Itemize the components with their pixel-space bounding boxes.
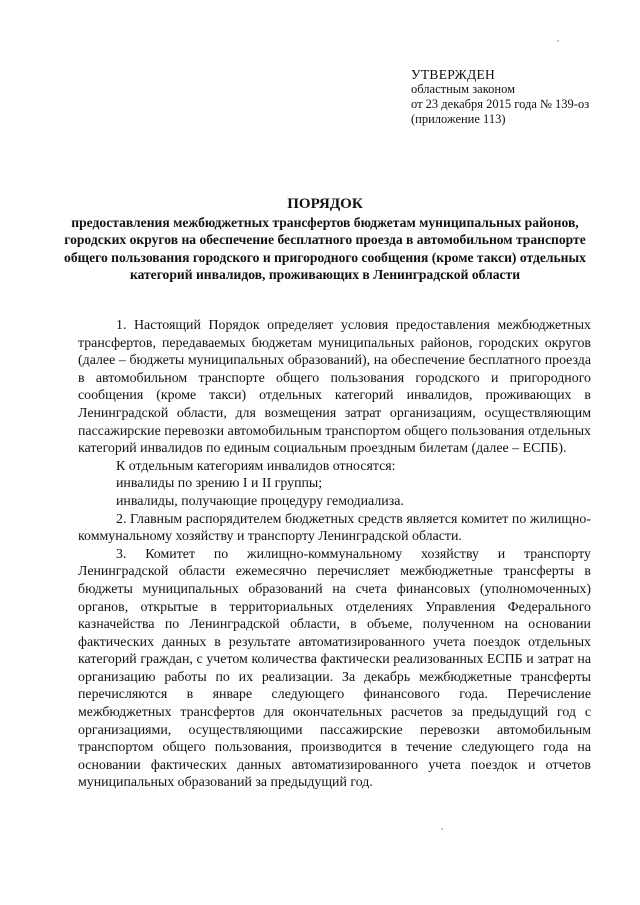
scan-speck <box>557 40 559 42</box>
approval-stamp-block <box>411 67 589 127</box>
document-body <box>78 317 591 792</box>
approval-law-line: областным законом <box>411 82 516 96</box>
paragraph-category-hemodialysis: инвалиды, получающие процедуру гемодиализа. <box>116 493 404 509</box>
scan-speck <box>441 828 443 830</box>
document-subtitle: предоставления межбюджетных трансфертов бюджетам муниципальных районов, городских округов на обеспечение бесплатного проезда в автомобильном транспорте общего пользования городского и пригородного сообщения (кроме такси) отдельных категорий инвалидов, проживающих в Ленинградской области <box>64 215 586 283</box>
paragraph-1: 1. Настоящий Порядок определяет условия предоставления межбюджетных трансфертов, передаваемых бюджетам муниципальных районов, городских округов (далее – бюджеты муниципальных образований), на обеспечение бесплатного проезда в автомобильном транспорте общего пользования городского и пригородного сообщения (кроме такси) отдельных категорий инвалидов, проживающих в Ленинградской области, для возмещения затрат организациям, осуществляющим пассажирские перевозки автомобильным транспортом общего пользования отдельных категорий инвалидов по единым социальным проездным билетам (далее – ЕСПБ). <box>78 318 591 457</box>
approval-stamp: УТВЕРЖДЕН <box>411 67 496 82</box>
paragraph-2: 2. Главным распорядителем бюджетных средств является комитет по жилищно-коммунальному хозяйству и транспорту Ленинградской области. <box>78 511 591 545</box>
paragraph-categories-intro: К отдельным категориям инвалидов относятся: <box>116 458 396 474</box>
document-title-block <box>60 196 590 284</box>
approval-date-line: от 23 декабря 2015 года № 139-оз <box>411 97 590 111</box>
paragraph-3: 3. Комитет по жилищно-коммунальному хозяйству и транспорту Ленинградской области ежемесячно перечисляет межбюджетные трансферты в бюджеты муниципальных образований на счета финансовых (уполномоченных) органов, открытые в территориальных отделениях Управления Федерального казначейства по Ленинградской области, в объеме, полученном на основании фактических данных в результате автоматизированного учета поездок отдельных категорий граждан, с учетом количества фактически реализованных ЕСПБ и затрат на организацию работы по их реализации. За декабрь межбюджетные трансферты перечисляются в январе следующего финансового года. Перечисление межбюджетных трансфертов для окончательных расчетов за предыдущий год с организациями, осуществляющими пассажирские перевозки автомобильным транспортом общего пользования, производится в течение следующего года на основании фактических данных автоматизированного учета поездок и отчетов муниципальных образований за предыдущий год. <box>78 546 591 791</box>
document-heading: ПОРЯДОК <box>287 196 363 212</box>
paragraph-category-vision: инвалиды по зрению I и II группы; <box>116 476 323 492</box>
approval-appendix-line: (приложение 113) <box>411 112 506 126</box>
